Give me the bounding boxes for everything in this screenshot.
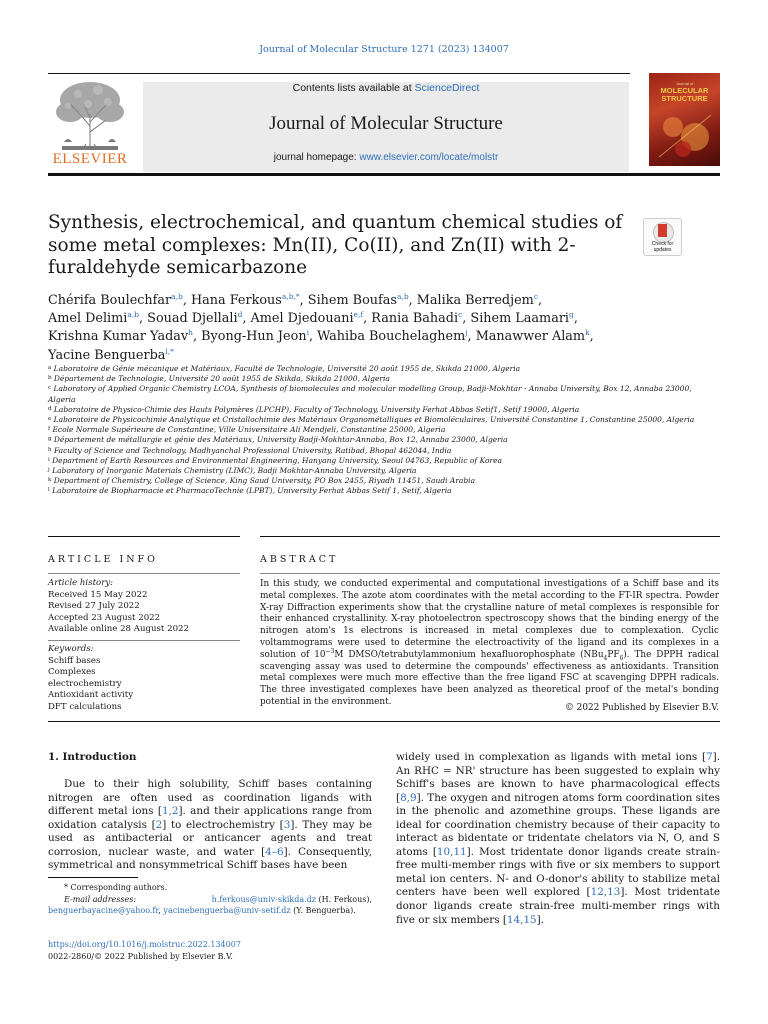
author-separator: , <box>467 329 476 345</box>
author-separator: , <box>139 311 148 327</box>
author-separator: , <box>182 293 191 308</box>
author-name[interactable]: Malika Berredjem <box>416 293 534 308</box>
citation-link[interactable]: 2 <box>155 818 163 831</box>
cover-artwork-icon <box>655 107 715 161</box>
cover-title-line-1: MOLECULAR <box>660 86 709 95</box>
author-name[interactable]: Hana Ferkous <box>190 293 282 308</box>
author-affiliation-marker[interactable]: a,b <box>127 310 140 320</box>
citation-link[interactable]: 1,2 <box>161 805 179 818</box>
author-name[interactable]: Wahiba Bouchelaghem <box>317 329 466 345</box>
abstract-text-part: In this study, we conducted experimental and computational investigations of a Schiff base and its metal complexes. The azote atom coordinates with the metal according to the FT-IR spectra. Powder X-ray Diffraction experiments show that the crystalline nature of metal complexes is responsible for their enhanced crystallinity. X-ray photoelectron spectroscopy shows that the binding energy of the nitrogen atom's 1s electrons is increased in metal complexes due to complexation. Cyclic voltammograms were used to determine the electroactivity of the ligand and its complexes in a solution of 10 <box>260 579 719 660</box>
affiliation-text: Laboratoire de Physico-Chimie des Hauts Polymères (LPCHP), Faculty of Technology, University Ferhat Abbas Setif1, Setif 19000, Algeria <box>53 404 580 414</box>
affiliation-marker: f <box>48 426 51 433</box>
citation-link[interactable]: 7 <box>706 751 713 763</box>
author-affiliation-marker[interactable]: c <box>533 292 539 301</box>
author-name[interactable]: Byong-Hun Jeon <box>201 329 307 345</box>
author-name[interactable]: Krishna Kumar Yadav <box>48 329 189 345</box>
article-info-heading: ARTICLE INFO <box>48 554 158 565</box>
email-link[interactable]: h.ferkous@univ-skikda.dz <box>211 894 316 904</box>
affiliation-text: Département de métallurgie et génie des Matériaux, University Badji-Mokhtar-Annaba, Box 12, Annaba 23000, Algeria <box>53 435 508 445</box>
body-text: ]. Most tridentate donor ligands create strain-free multi-member rings with five or six members [ <box>396 886 720 926</box>
article-info-divider <box>48 573 240 574</box>
affiliation-text: Department of Chemistry, College of Science, King Saud University, PO Box 2455, Riyadh 11451, Saudi Arabia <box>53 476 476 486</box>
author-affiliation-marker[interactable]: g <box>569 310 574 320</box>
citation-link[interactable]: 10,11 <box>436 845 467 858</box>
publisher-name: ELSEVIER <box>52 151 128 167</box>
citation-link[interactable]: 12,13 <box>590 886 621 899</box>
introduction-heading: 1. Introduction <box>48 751 137 763</box>
affiliation-marker: k <box>48 477 52 484</box>
doi-link[interactable]: https://doi.org/10.1016/j.molstruc.2022.134007 <box>48 940 241 949</box>
author-affiliation-marker[interactable]: k <box>585 328 590 338</box>
affiliation-item <box>48 476 720 486</box>
author-affiliation-marker[interactable]: i <box>306 328 309 338</box>
body-text: ]. Most tridentate donor ligands create strain-free multi-member rings with five or six members to support metal ion centers. N- and O-donor's ability to stabilize metal centers have been well explored [ <box>396 845 721 899</box>
abstract-text <box>260 579 719 709</box>
body-text: ]. The oxygen and nitrogen atoms form coordination sites in the phenolic and azomethine groups. These ligands are ideal for coordination chemistry because of their capacity to interact as bidentate or tridentate chelators via N, O, and S atoms [ <box>396 791 720 858</box>
affiliation-item <box>48 374 720 384</box>
contents-prefix: Contents lists available at <box>292 82 415 94</box>
author-separator: , <box>462 311 471 327</box>
author-separator: , <box>538 293 543 308</box>
author-affiliation-marker[interactable]: j <box>465 328 468 338</box>
author-separator: , <box>573 311 578 327</box>
email-link[interactable]: benguerbayacine@yahoo.fr <box>48 906 159 915</box>
check-updates-label: Check for updates <box>651 241 674 253</box>
email-line-2: benguerbayacine@yahoo.fr, yacinebenguerba@univ-setif.dz (Y. Benguerba). <box>48 906 356 915</box>
author-separator: , <box>242 311 251 327</box>
author-name[interactable]: Amel Delimi <box>48 311 128 327</box>
check-for-updates-button[interactable] <box>643 218 682 256</box>
author-affiliation-marker[interactable]: c <box>458 310 463 320</box>
corresponding-authors-note: * Corresponding authors. <box>64 883 168 892</box>
citation-link[interactable]: 8,9 <box>400 791 417 804</box>
sciencedirect-link[interactable]: ScienceDirect <box>414 82 480 94</box>
body-text: ]. An RHC = NR' structure has been suggested to explain why Schiff's bases are known to have pharmacological effects [ <box>396 751 720 804</box>
cover-title <box>649 87 720 103</box>
affiliation-item <box>48 415 720 425</box>
abstract-bottom-rule <box>48 721 720 722</box>
affiliation-marker: i <box>48 456 50 463</box>
body-text: widely used in complexation as ligands with metal ions [ <box>396 751 707 763</box>
author-separator: , <box>192 329 202 345</box>
abstract-subscript: 6 <box>619 654 624 662</box>
abstract-text-part: ). The DPPH radical scavenging assay was used to determine the compounds' effectiveness as antioxidants. Transition metal complexes were much more effective than the free ligand FSC at scavenging DPPH radicals. The three investigated complexes have been analyzed as theoretical proof of the metal's bonding potential in the environment. <box>260 649 719 707</box>
citation-link[interactable]: 14,15 <box>506 913 537 926</box>
author-separator: , <box>308 329 318 345</box>
email-link[interactable]: yacinebenguerba@univ-setif.dz <box>163 906 291 915</box>
author-affiliation-marker[interactable]: a,b,* <box>281 292 300 301</box>
keyword: Schiff bases <box>48 655 101 666</box>
author-name[interactable]: Amel Djedouani <box>250 311 354 327</box>
footnotes <box>48 882 372 917</box>
journal-citation-link[interactable]: Journal of Molecular Structure 1271 (2023) 134007 <box>259 44 509 55</box>
masthead-bottom-rule <box>48 173 720 176</box>
author-separator: , <box>363 311 372 327</box>
affiliation-marker: g <box>48 436 52 443</box>
article-history <box>48 578 240 636</box>
paper-title: Synthesis, electrochemical, and quantum chemical studies of some metal complexes: Mn(II), Co(II), and Zn(II) with 2-furaldehyde semicarbazone <box>48 212 623 278</box>
author-affiliation-marker[interactable]: l,* <box>165 346 174 356</box>
email-owner: (H. Ferkous), <box>318 894 372 904</box>
page-footer <box>48 939 372 963</box>
introduction-left-column <box>48 778 372 873</box>
keyword: Complexes <box>48 667 96 678</box>
body-text: Due to their high solubility, Schiff bases containing nitrogen are often used as coordination ligands with different metal ions [ <box>48 778 372 818</box>
body-text: ] to electrochemistry [ <box>162 818 284 831</box>
keyword: electrochemistry <box>48 678 122 689</box>
accepted-date: Accepted 23 August 2022 <box>48 612 161 623</box>
contents-line <box>143 82 629 94</box>
affiliation-text: Laboratory of Inorganic Materials Chemistry (LIMC), Badji Mokhtar-Annaba University, Algeria <box>52 466 417 476</box>
issn-line: 0022-2860/© 2022 Published by Elsevier B.V. <box>48 952 233 961</box>
abstract-divider <box>260 573 720 574</box>
author-name[interactable]: Chérifa Boulechfar <box>48 293 172 308</box>
affiliation-item <box>48 466 720 476</box>
author-separator: , <box>408 293 417 308</box>
affiliation-item <box>48 405 720 415</box>
cover-title-line-2: STRUCTURE <box>661 94 708 103</box>
abstract-top-rule <box>260 536 720 537</box>
journal-cover-thumbnail[interactable] <box>649 73 720 166</box>
keyword: Antioxidant activity <box>48 690 134 701</box>
author-name[interactable]: Rania Bahadi <box>371 311 459 327</box>
author-list <box>48 292 720 365</box>
author-name[interactable]: Sihem Laamari <box>470 311 570 327</box>
affiliation-list <box>48 364 720 497</box>
affiliation-item <box>48 456 720 466</box>
affiliation-text: Département de Technologie, Université 20 août 1955 de Skikda, Skikda 21000, Algeria <box>53 374 390 384</box>
author-name[interactable]: Souad Djellali <box>147 311 238 327</box>
article-info-top-rule <box>48 536 240 537</box>
affiliation-item <box>48 486 720 496</box>
affiliation-marker: h <box>48 446 52 453</box>
history-label: Article history: <box>48 578 114 588</box>
abstract-copyright: © 2022 Published by Elsevier B.V. <box>564 703 719 713</box>
keyword: DFT calculations <box>48 701 122 712</box>
affiliation-text: Laboratory of Applied Organic Chemistry LCOA, Synthesis of biomolecules and molecular modelling Group, Badji-Mokhtar - Annaba University, Box 12, Annaba 23000, Algeria <box>48 384 692 404</box>
author-affiliation-marker[interactable]: a,b <box>396 292 409 301</box>
affiliation-text: Laboratoire de Biopharmacie et PharmacoTechnie (LPBT), University Ferhat Abbas Setif 1, Setif, Algeria <box>52 486 452 496</box>
body-text: ]. Consequently, symmetrical and nonsymmetrical Schiff bases have been <box>48 845 372 872</box>
journal-homepage-link[interactable]: www.elsevier.com/locate/molstr <box>359 152 499 163</box>
affiliation-text: Ecole Normale Supérieure de Constantine, Ville Universitaire Ali Mendjeli, Constantine 25000, Algeria <box>52 425 446 435</box>
keywords-list <box>48 644 240 714</box>
homepage-prefix: journal homepage: <box>273 152 360 163</box>
online-date: Available online 28 August 2022 <box>48 624 189 635</box>
affiliation-text: Faculty of Science and Technology, Madhyanchal Professional University, Ratibad, Bhopal 462044, India <box>53 445 452 455</box>
cover-small-text: Journal of <box>675 81 694 86</box>
affiliation-marker: d <box>48 405 52 412</box>
masthead-top-rule <box>48 73 630 74</box>
email-label: E-mail addresses: <box>64 894 137 904</box>
abstract-exponent: −3 <box>325 647 335 655</box>
body-text: ]. <box>536 913 545 926</box>
affiliation-text: Laboratoire de Physicochimie Analytique et Cristallochimie des Matériaux Organométalliques et Biomoléculaires, Université Constantine 1, Constantine 25000, Algeria <box>53 415 695 425</box>
email-owner: (Y. Benguerba). <box>293 906 356 915</box>
affiliation-marker: b <box>48 375 52 382</box>
affiliation-marker: a <box>48 365 52 371</box>
affiliation-text: Department of Earth Resources and Environmental Engineering, Hanyang University, Seoul 04763, Republic of Korea <box>52 455 502 465</box>
abstract-subscript: 4 <box>603 654 608 662</box>
abstract-heading: ABSTRACT <box>260 554 339 565</box>
received-date: Received 15 May 2022 <box>48 589 148 600</box>
affiliation-item <box>48 425 720 435</box>
affiliation-item <box>48 384 720 404</box>
bookmark-ribbon-icon <box>658 224 667 237</box>
abstract-text-part: M DMSO/tetrabutylammonium hexafluorophosphate (NBu <box>334 649 604 660</box>
keywords-label: Keywords: <box>48 644 94 654</box>
author-separator: , <box>589 329 594 345</box>
body-text: ]. and their applications range from oxidation catalysis [ <box>48 805 372 831</box>
author-name[interactable]: Sihem Boufas <box>307 293 397 308</box>
keywords-divider <box>48 640 240 641</box>
author-affiliation-marker[interactable]: d <box>237 310 243 320</box>
abstract-text-part: PF <box>607 649 620 660</box>
affiliation-item <box>48 435 720 445</box>
journal-homepage-line <box>143 152 629 163</box>
affiliation-marker: j <box>48 467 50 474</box>
footnote-rule <box>48 877 138 878</box>
affiliation-item <box>48 364 720 374</box>
author-separator: , <box>299 293 308 308</box>
journal-name: Journal of Molecular Structure <box>269 113 503 134</box>
author-affiliation-marker[interactable]: a,b <box>171 292 183 301</box>
body-text: ]. They may be used as antibacterial or anticancer agents and treat corrosion, nuclear waste, and water [ <box>48 818 372 858</box>
citation-link[interactable]: 3 <box>283 818 291 831</box>
affiliation-marker: e <box>48 416 52 423</box>
affiliation-marker: l <box>48 487 50 494</box>
email-line <box>48 894 372 906</box>
affiliation-text: Laboratoire de Génie mécanique et Matériaux, Faculté de Technologie, Université 20 août 1955 de, Skikda 21000, Algeria <box>53 364 521 373</box>
author-affiliation-marker[interactable]: e,f <box>353 310 364 320</box>
author-name[interactable]: Yacine Benguerba <box>48 347 166 363</box>
affiliation-marker: c <box>48 385 52 392</box>
author-affiliation-marker[interactable]: h <box>188 328 193 338</box>
citation-link[interactable]: 4–6 <box>265 845 284 858</box>
author-name[interactable]: Manawwer Alam <box>475 329 586 345</box>
revised-date: Revised 27 July 2022 <box>48 601 140 612</box>
affiliation-item <box>48 446 720 456</box>
introduction-right-column <box>396 751 720 927</box>
